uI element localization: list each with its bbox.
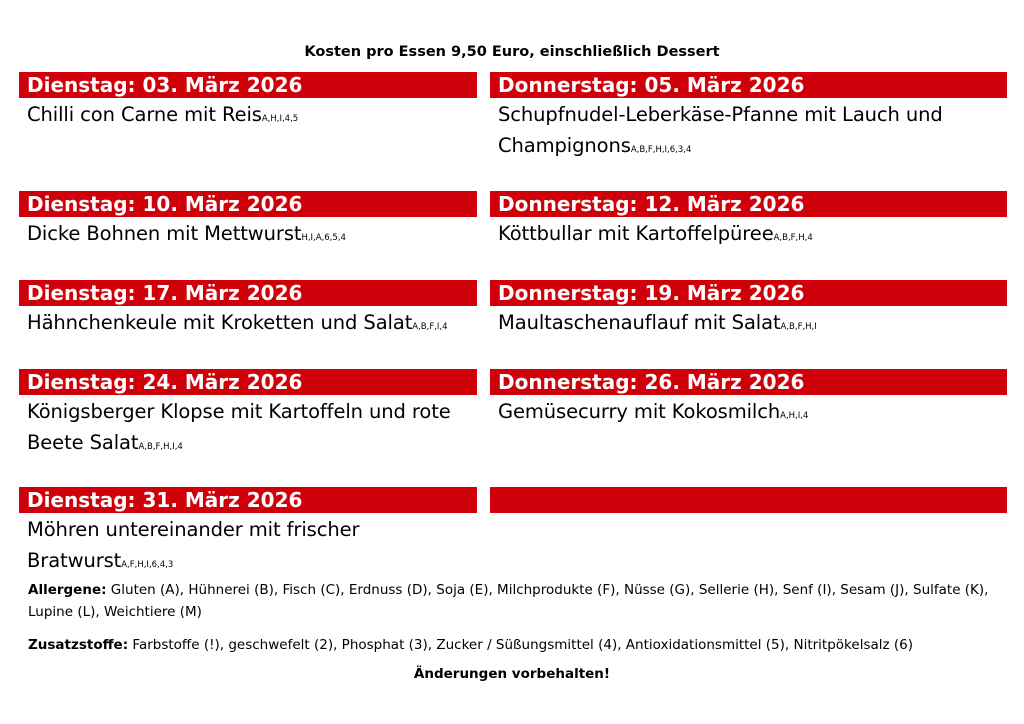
meal-description — [490, 217, 1007, 254]
date-header: Donnerstag: 19. März 2026 — [490, 280, 1007, 306]
date-header: Donnerstag: 12. März 2026 — [490, 191, 1007, 217]
date-header: Donnerstag: 26. März 2026 — [490, 369, 1007, 395]
additives-legend-label: Zusatzstoffe: — [28, 637, 129, 653]
meal-name: Chilli con Carne mit Reis — [27, 103, 262, 126]
allergen-codes: A,B,F,H,I,6,3,4 — [630, 145, 692, 155]
allergen-codes: A,B,F,H,I,4 — [138, 442, 183, 452]
meal-name: Hähnchenkeule mit Kroketten und Salat — [27, 311, 413, 334]
meal-name: Königsberger Klopse mit Kartoffeln und rote Beete Salat — [27, 400, 451, 454]
date-header: Donnerstag: 05. März 2026 — [490, 72, 1007, 98]
menu-entry-6 — [19, 369, 477, 463]
meal-description — [490, 395, 1007, 432]
menu-entry-2 — [19, 191, 477, 254]
date-header: Dienstag: 10. März 2026 — [19, 191, 477, 217]
menu-entry-8 — [19, 487, 459, 581]
allergen-codes: H,I,A,6,5,4 — [301, 233, 346, 243]
additives-legend — [28, 634, 1003, 656]
meal-name: Gemüsecurry mit Kokosmilch — [498, 400, 781, 423]
meal-description — [19, 217, 477, 254]
meal-description — [19, 98, 477, 135]
page-title: Kosten pro Essen 9,50 Euro, einschließlich Dessert — [304, 44, 720, 60]
allergen-codes: A,H,I,4,5 — [261, 114, 299, 124]
allergen-codes: A,B,F,H,4 — [773, 233, 813, 243]
allergen-legend-label: Allergene: — [28, 582, 107, 598]
menu-entry-0 — [19, 72, 477, 135]
meal-name: Maultaschenauflauf mit Salat — [498, 311, 781, 334]
date-header: Dienstag: 03. März 2026 — [19, 72, 477, 98]
meal-description — [19, 306, 477, 343]
allergen-codes: A,F,H,I,6,4,3 — [121, 560, 174, 570]
footer-note: Änderungen vorbehalten! — [413, 666, 611, 682]
date-header: Dienstag: 24. März 2026 — [19, 369, 477, 395]
additives-legend-text: Farbstoffe (!), geschwefelt (2), Phosphat (3), Zucker / Süßungsmittel (4), Antioxidationsmittel (5), Nitritpökelsalz (6) — [128, 637, 914, 653]
allergen-codes: A,B,F,H,I — [780, 322, 817, 332]
date-header: Dienstag: 17. März 2026 — [19, 280, 477, 306]
meal-name: Köttbullar mit Kartoffelpüree — [498, 222, 774, 245]
meal-description — [19, 395, 477, 463]
meal-name: Schupfnudel-Leberkäse-Pfanne mit Lauch und Champignons — [498, 103, 943, 157]
allergen-codes: A,H,I,4 — [780, 411, 809, 421]
meal-name: Möhren untereinander mit frischer Bratwurst — [27, 518, 360, 572]
meal-description — [490, 98, 1007, 166]
allergen-codes: A,B,F,I,4 — [412, 322, 448, 332]
allergen-legend — [28, 579, 1003, 623]
menu-entry-4 — [19, 280, 477, 343]
menu-entry-1 — [490, 72, 1007, 166]
empty-date-bar — [490, 487, 1007, 513]
menu-entry-5 — [490, 280, 1007, 343]
allergen-legend-text: Gluten (A), Hühnerei (B), Fisch (C), Erdnuss (D), Soja (E), Milchprodukte (F), Nüsse (G), Sellerie (H), Senf (I), Sesam (J), Sulfate (K), Lupine (L), Weichtiere (M) — [28, 582, 989, 620]
meal-description — [490, 306, 1007, 343]
date-header: Dienstag: 31. März 2026 — [19, 487, 477, 513]
meal-description — [19, 513, 459, 581]
menu-entry-3 — [490, 191, 1007, 254]
menu-entry-7 — [490, 369, 1007, 432]
meal-name: Dicke Bohnen mit Mettwurst — [27, 222, 302, 245]
